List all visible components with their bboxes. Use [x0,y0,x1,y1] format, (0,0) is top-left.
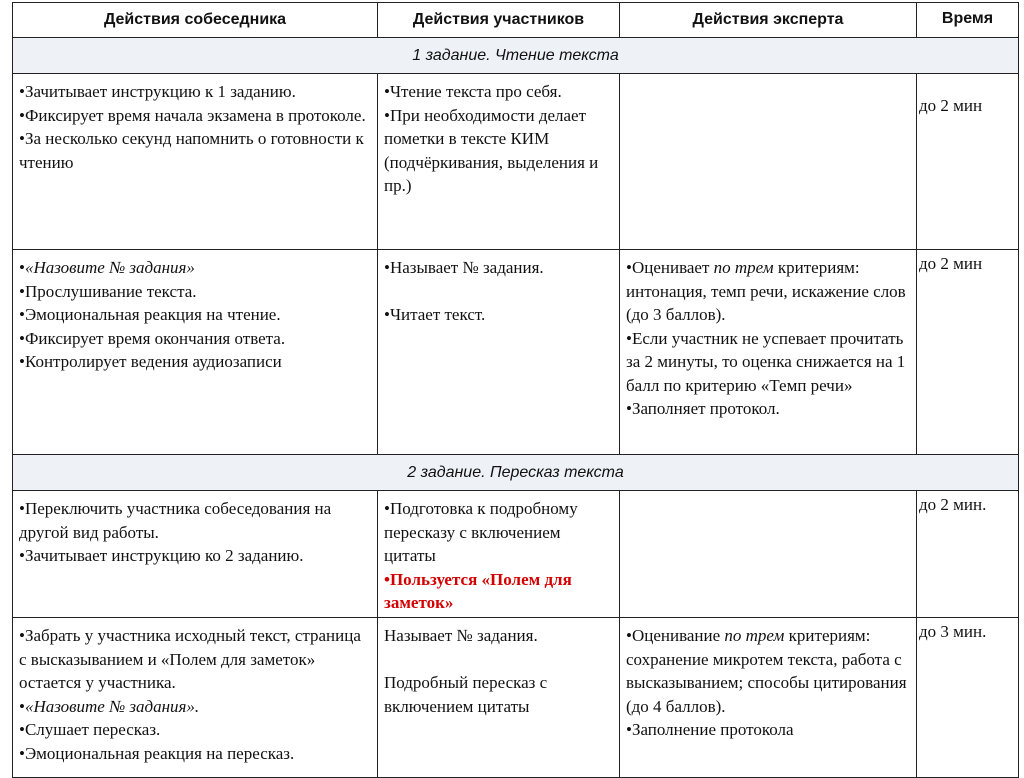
header-time: Время [917,3,1019,38]
row1-time-cell: до 2 мин [917,74,1019,250]
row2-time-cell: до 2 мин [917,250,1019,455]
row1-participant-item: •Чтение текста про себя. [384,82,562,101]
spacer [384,280,611,304]
row1-interviewer-item: •Зачитывает инструкцию к 1 заданию. [19,82,296,101]
row2-expert-item: •Если участник не успевает прочитать за 2 минуты, то оценка снижается на 1 балл по критерию «Темп речи» [626,328,906,395]
text-part: •Оценивает [626,258,714,277]
bullet: • [19,258,25,277]
row4-interviewer-item: •Эмоциональная реакция на пересказ. [19,743,295,763]
row3-time-cell: до 2 мин. [917,491,1019,618]
row1-interviewer-item: •Фиксирует время начала экзамена в протоколе. [19,105,366,125]
row1-participant-item: •При необходимости делает пометки в тексте КИМ (подчёркивания, выделения и пр.) [384,105,599,195]
table-row [13,74,1019,250]
row3-expert-cell [620,491,917,618]
row3-participant-note: •Пользуется «Полем для заметок» [384,569,572,612]
spacer [384,648,611,672]
row4-interviewer-item: •Забрать у участника исходный текст, страница с высказыванием и «Полем для заметок» остается у участника. [19,626,361,692]
table-row [13,618,1019,778]
row3-interviewer-cell [13,491,378,618]
row2-expert-item: •Заполняет протокол. [626,399,780,418]
row4-participant-item: Подробный пересказ с включением цитаты [384,673,548,716]
header-expert: Действия эксперта [620,3,917,38]
row4-participant-item: Называет № задания. [384,626,538,645]
quote-call-task: «Назовите № задания» [24,258,195,277]
row2-interviewer-item: •Эмоциональная реакция на чтение. [19,305,281,324]
row4-expert-item [626,624,908,718]
row1-participant-cell [378,74,620,250]
table-row [13,491,1019,618]
text-part: •Оценивание [626,626,725,645]
text-emphasis: по трем [724,626,785,645]
section-row-1 [13,38,1019,74]
bullet: • [19,696,25,716]
text-emphasis: по трем [713,258,774,277]
row4-expert-item: •Заполнение протокола [626,720,794,739]
row3-participant-item: •Подготовка к подробному пересказу с включением цитаты [384,499,578,565]
row4-expert-cell [620,618,917,778]
row2-interviewer-item: •Контролирует ведения аудиозаписи [19,352,282,371]
row1-interviewer-cell [13,74,378,250]
section-title-2: 2 задание. Пересказ текста [13,455,1019,491]
row4-time-cell: до 3 мин. [917,618,1019,778]
row2-expert-item [626,256,908,327]
row4-interviewer-item: •Слушает пересказ. [19,720,161,739]
row4-interviewer-item [19,695,369,719]
row1-expert-cell [620,74,917,250]
row2-interviewer-item [19,256,369,280]
row2-participant-item: •Читает текст. [384,305,486,324]
row3-interviewer-item: •Переключить участника собеседования на другой вид работы. [19,499,332,542]
row2-expert-cell [620,250,917,455]
header-interviewer: Действия собеседника [13,3,378,38]
procedure-table [12,2,1019,778]
row3-participant-cell [378,491,620,618]
header-row [13,3,1019,38]
header-participants: Действия участников [378,3,620,38]
row1-interviewer-item: •За несколько секунд напомнить о готовности к чтению [19,129,364,172]
section-row-2 [13,455,1019,491]
row2-interviewer-item: •Прослушивание текста. [19,281,197,301]
row2-participant-item: •Называет № задания. [384,258,544,277]
row3-interviewer-item: •Зачитывает инструкцию ко 2 заданию. [19,546,304,565]
section-title-1: 1 задание. Чтение текста [13,38,1019,74]
text-part: критериям: сохранение микротем текста, работа с высказыванием; способы цитирования (до 4 баллов). [626,626,907,716]
row2-interviewer-item: •Фиксирует время окончания ответа. [19,328,286,348]
quote-call-task: «Назовите № задания». [24,696,200,716]
text-part: критериям: интонация, темп речи, искажение слов (до 3 баллов). [626,258,906,324]
row2-interviewer-cell [13,250,378,455]
table-row [13,250,1019,455]
row2-participant-cell [378,250,620,455]
row4-interviewer-cell [13,618,378,778]
row4-participant-cell [378,618,620,778]
